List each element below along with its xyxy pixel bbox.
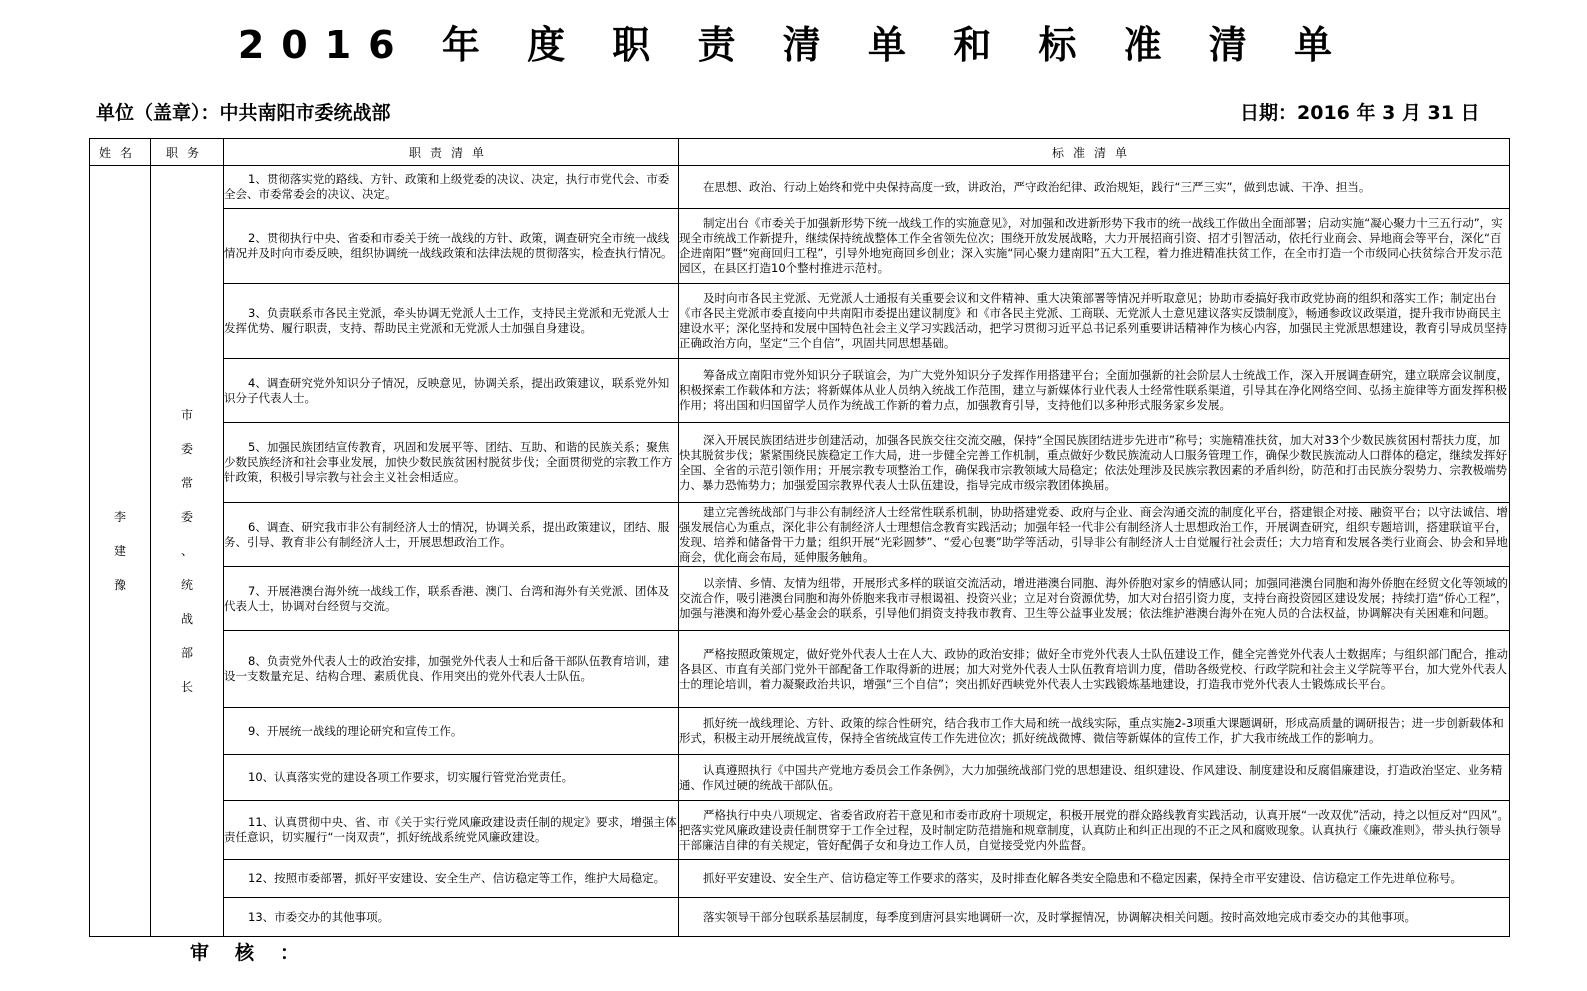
position-char: 长 — [180, 680, 193, 694]
duty-cell: 13、市委交办的其他事项。 — [224, 898, 679, 937]
table-row — [90, 708, 1510, 755]
header-position: 职务 — [151, 139, 224, 166]
table-row — [90, 898, 1510, 937]
standard-cell: 在思想、政治、行动上始终和党中央保持高度一致，讲政治，严守政治纪律、政治规矩，践行“三严三实”，做到忠诚、干净、担当。 — [679, 166, 1510, 209]
date-label: 日期：2016 年 3 月 31 日 — [1240, 102, 1480, 124]
duty-cell: 8、负责党外代表人士的政治安排，加强党外代表人士和后备干部队伍教育培训，建设一支数量充足、结构合理、素质优良、作用突出的党外代表人士队伍。 — [224, 631, 679, 708]
person-name-cell — [90, 166, 151, 937]
header-standards: 标准清单 — [679, 139, 1510, 166]
position-char: 战 — [180, 612, 193, 626]
table-row — [90, 567, 1510, 631]
table-row — [90, 209, 1510, 284]
unit-label: 单位（盖章）：中共南阳市委统战部 — [96, 102, 391, 124]
duty-cell: 5、加强民族团结宣传教育，巩固和发展平等、团结、互助、和谐的民族关系；聚焦少数民族经济和社会事业发展，加快少数民族贫困村脱贫步伐；全面贯彻党的宗教工作方针政策，积极引导宗教与社会主义社会相适应。 — [224, 423, 679, 503]
standard-cell: 以亲情、乡情、友情为纽带，开展形式多样的联谊交流活动，增进港澳台同胞、海外侨胞对家乡的情感认同；加强同港澳台同胞和海外侨胞在经贸文化等领域的交流合作，吸引港澳台同胞和海外侨胞来我市寻根谒祖、投资兴业；立足对台资源优势，加大对台招引资力度，支持台商投资园区建设发展；持续打造“侨心工程”，加强与港澳和海外爱心基金会的联系，引导他们捐资支持我市教育、卫生等公益事业发展；依法维护港澳台海外在宛人员的合法权益，协调解决有关困难和问题。 — [679, 567, 1510, 631]
position-char: 统 — [180, 578, 193, 592]
standard-cell: 深入开展民族团结进步创建活动，加强各民族交往交流交融，保持“全国民族团结进步先进市”称号；实施精准扶贫，加大对33个少数民族贫困村帮扶力度，加快其脱贫步伐；紧紧围绕民族稳定工作大局，进一步健全完善工作机制，重点做好少数民族流动人口服务管理工作，确保少数民族流动人口群体的稳定，继续发挥好全国、全省的示范引领作用；开展宗教专项整治工作，确保我市宗教领域大局稳定；依法处理涉及民族宗教因素的矛盾纠纷，防范和打击民族分裂势力、宗教极端势力、暴力恐怖势力；加强爱国宗教界代表人士队伍建设，指导完成市级宗教团体换届。 — [679, 423, 1510, 503]
table-row — [90, 801, 1510, 860]
standard-cell: 抓好统一战线理论、方针、政策的综合性研究，结合我市工作大局和统一战线实际，重点实施2-3项重大课题调研，形成高质量的调研报告；进一步创新载体和形式，积极主动开展统战宣传，保持全省统战宣传工作先进位次；抓好统战微博、微信等新媒体的宣传工作，扩大我市统战工作的影响力。 — [679, 708, 1510, 755]
table-row — [90, 284, 1510, 359]
duty-cell: 10、认真落实党的建设各项工作要求，切实履行管党治党责任。 — [224, 755, 679, 801]
table-row — [90, 631, 1510, 708]
position-char: 委 — [180, 442, 193, 456]
position-char: 委 — [180, 510, 193, 524]
table-header-row — [90, 139, 1510, 166]
table-row — [90, 423, 1510, 503]
person-position-cell — [151, 166, 224, 937]
standard-cell: 落实领导干部分包联系基层制度，每季度到唐河县实地调研一次，及时掌握情况，协调解决相关问题。按时高效地完成市委交办的其他事项。 — [679, 898, 1510, 937]
table-row — [90, 359, 1510, 423]
name-char: 建 — [113, 544, 126, 558]
duty-cell: 9、开展统一战线的理论研究和宣传工作。 — [224, 708, 679, 755]
table-row — [90, 755, 1510, 801]
page-title: 2016 年 度 职 责 清 单 和 标 准 清 单 — [237, 23, 1350, 67]
position-char: 常 — [180, 476, 193, 490]
position-char: 市 — [180, 408, 193, 422]
duty-cell: 3、负责联系市各民主党派，牵头协调无党派人士工作，支持民主党派和无党派人士发挥优势、履行职责，支持、帮助民主党派和无党派人士加强自身建设。 — [224, 284, 679, 359]
standard-cell: 制定出台《市委关于加强新形势下统一战线工作的实施意见》，对加强和改进新形势下我市的统一战线工作做出全面部署；启动实施“凝心聚力十三五行动”，实现全市统战工作新提升，继续保持统战整体工作全省领先位次；围绕开放发展战略，大力开展招商引资、招才引智活动，依托行业商会、异地商会等平台，深化“百企进南阳”暨“宛商回归工程”，引导外地宛商回乡创业；深入实施“同心聚力建南阳”五大工程，着力推进精准扶贫工作，在全市打造一个市级同心扶贫综合开发示范园区，在县区打造10个整村推进示范村。 — [679, 209, 1510, 284]
table-row — [90, 503, 1510, 567]
standard-cell: 建立完善统战部门与非公有制经济人士经常性联系机制，协助搭建党委、政府与企业、商会沟通交流的制度化平台，搭建银企对接、融资平台；以守法诚信、增强发展信心为重点，深化非公有制经济人士理想信念教育实践活动；加强年轻一代非公有制经济人士思想政治工作，开展调查研究，组织专题培训，搭建联谊平台，发现、培养和储备骨干力量；组织开展“光彩圆梦”、“爱心包裹”助学等活动，引导非公有制经济人士自觉履行社会责任；大力培育和发展各类行业商会、协会和异地商会，优化商会布局，延伸服务触角。 — [679, 503, 1510, 567]
name-char: 豫 — [113, 578, 126, 592]
position-char: 部 — [180, 646, 193, 660]
table-body — [90, 166, 1510, 937]
duty-standard-table — [89, 138, 1510, 937]
duty-cell: 1、贯彻落实党的路线、方针、政策和上级党委的决议、决定，执行市党代会、市委全会、市委常委会的决议、决定。 — [224, 166, 679, 209]
duty-cell: 11、认真贯彻中央、省、市《关于实行党风廉政建设责任制的规定》要求，增强主体责任意识，切实履行“一岗双责”，抓好统战系统党风廉政建设。 — [224, 801, 679, 860]
header-duties: 职责清单 — [224, 139, 679, 166]
table-row — [90, 860, 1510, 898]
table-row — [90, 166, 1510, 209]
duty-cell: 7、开展港澳台海外统一战线工作，联系香港、澳门、台湾和海外有关党派、团体及代表人士，协调对台经贸与交流。 — [224, 567, 679, 631]
duty-cell: 6、调查、研究我市非公有制经济人士的情况，协调关系，提出政策建议，团结、服务、引导、教育非公有制经济人士，开展思想政治工作。 — [224, 503, 679, 567]
standard-cell: 认真遵照执行《中国共产党地方委员会工作条例》，大力加强统战部门党的思想建设、组织建设、作风建设、制度建设和反腐倡廉建设，打造政治坚定、业务精通、作风过硬的统战干部队伍。 — [679, 755, 1510, 801]
standard-cell: 及时向市各民主党派、无党派人士通报有关重要会议和文件精神、重大决策部署等情况并听取意见；协助市委搞好我市政党协商的组织和落实工作；制定出台《市各民主党派市委直接向中共南阳市委提出建议制度》和《市各民主党派、工商联、无党派人士意见建议落实反馈制度》，畅通参政议政渠道，提升我市协商民主建设水平；深化坚持和发展中国特色社会主义学习实践活动，把学习贯彻习近平总书记系列重要讲话精神作为核心内容，加强民主党派思想建设，教育引导成员坚持正确政治方向，坚定“三个自信”，巩固共同思想基础。 — [679, 284, 1510, 359]
standard-cell: 筹备成立南阳市党外知识分子联谊会，为广大党外知识分子发挥作用搭建平台；全面加强新的社会阶层人士统战工作，深入开展调查研究，建立联席会议制度，积极探索工作载体和方法；将新媒体从业人员纳入统战工作范围，建立与新媒体行业代表人士经常性联系渠道，引导其在净化网络空间、弘扬主旋律等方面发挥积极作用；将出国和归国留学人员作为统战工作新的着力点，加强教育引导，支持他们以多种形式服务家乡发展。 — [679, 359, 1510, 423]
duty-cell: 4、调查研究党外知识分子情况，反映意见，协调关系，提出政策建议，联系党外知识分子代表人士。 — [224, 359, 679, 423]
review-label: 审核： — [190, 942, 326, 964]
standard-cell: 抓好平安建设、安全生产、信访稳定等工作要求的落实，及时排查化解各类安全隐患和不稳定因素，保持全市平安建设、信访稳定工作先进单位称号。 — [679, 860, 1510, 898]
header-name: 姓名 — [90, 139, 151, 166]
standard-cell: 严格执行中央八项规定、省委省政府若干意见和市委市政府十项规定，积极开展党的群众路线教育实践活动，认真开展“一改双优”活动，持之以恒反对“四风”。把落实党风廉政建设责任制贯穿于工作全过程，及时制定防范措施和规章制度，认真防止和纠正出现的不正之风和腐败现象。认真执行《廉政准则》，带头执行领导干部廉洁自律的有关规定，管好配偶子女和身边工作人员，自觉接受党内外监督。 — [679, 801, 1510, 860]
name-char: 李 — [113, 510, 126, 524]
position-char: 、 — [180, 544, 193, 558]
duty-cell: 2、贯彻执行中央、省委和市委关于统一战线的方针、政策，调查研究全市统一战线情况并及时向市委反映，组织协调统一战线政策和法律法规的贯彻落实，检查执行情况。 — [224, 209, 679, 284]
standard-cell: 严格按照政策规定，做好党外代表人士在人大、政协的政治安排；做好全市党外代表人士队伍建设工作，健全完善党外代表人士数据库；与组织部门配合，推动各县区、市直有关部门党外干部配备工作取得新的进展；加大对党外代表人士队伍教育培训力度，借助各级党校、行政学院和社会主义学院等平台，加大党外代表人士的理论培训，着力凝聚政治共识，增强“三个自信”；突出抓好西峡党外代表人士实践锻炼基地建设，打造我市党外代表人士锻炼成长平台。 — [679, 631, 1510, 708]
duty-cell: 12、按照市委部署，抓好平安建设、安全生产、信访稳定等工作，维护大局稳定。 — [224, 860, 679, 898]
